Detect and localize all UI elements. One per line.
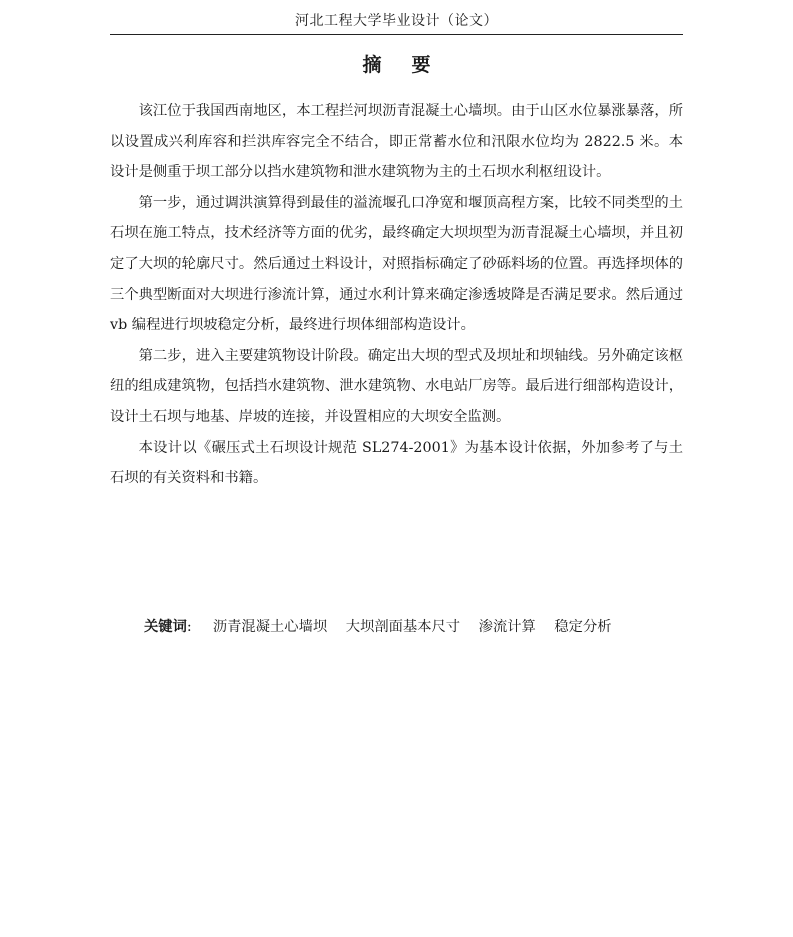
abstract-paragraph-1: 该江位于我国西南地区，本工程拦河坝沥青混凝土心墙坝。由于山区水位暴涨暴落，所以设置成兴利库容和拦洪库容完全不结合，即正常蓄水位和汛限水位均为 2822.5 米。本设计是侧重于坝工部分以挡水建筑物和泄水建筑物为主的土石坝水利枢纽设计。	[110, 103, 683, 181]
keywords-label: 关键词	[144, 619, 187, 635]
abstract-paragraph-2: 第一步，通过调洪演算得到最佳的溢流堰孔口净宽和堰顶高程方案，比较不同类型的土石坝在施工特点，技术经济等方面的优劣，最终确定大坝坝型为沥青混凝土心墙坝，并且初定了大坝的轮廓尺寸。然后通过土料设计，对照指标确定了砂砾料场的位置。再选择坝体的三个典型断面对大坝进行渗流计算，通过水利计算来确定渗透坡降是否满足要求。然后通过 vb 编程进行坝坡稳定分析，最终进行坝体细部构造设计。	[110, 194, 683, 334]
running-header-title: 河北工程大学毕业设计（论文）	[295, 13, 498, 29]
keywords-separator: :	[186, 619, 192, 635]
abstract-paragraph-4: 本设计以《碾压式土石坝设计规范 SL274-2001》为基本设计依据，外加参考了与土石坝的有关资料和书籍。	[110, 439, 683, 487]
abstract-body	[110, 96, 683, 494]
keyword-item: 稳定分析	[554, 619, 612, 635]
keyword-item: 沥青混凝土心墙坝	[212, 619, 328, 635]
running-header	[110, 0, 683, 35]
keyword-item: 大坝剖面基本尺寸	[345, 619, 461, 635]
keywords-line	[144, 612, 704, 642]
abstract-title: 摘要	[362, 54, 461, 76]
abstract-paragraph-3: 第二步，进入主要建筑物设计阶段。确定出大坝的型式及坝址和坝轴线。另外确定该枢纽的组成建筑物，包括挡水建筑物、泄水建筑物、水电站厂房等。最后进行细部构造设计，设计土石坝与地基、岸坡的连接，并设置相应的大坝安全监测。	[110, 347, 683, 425]
keyword-item: 渗流计算	[478, 619, 536, 635]
